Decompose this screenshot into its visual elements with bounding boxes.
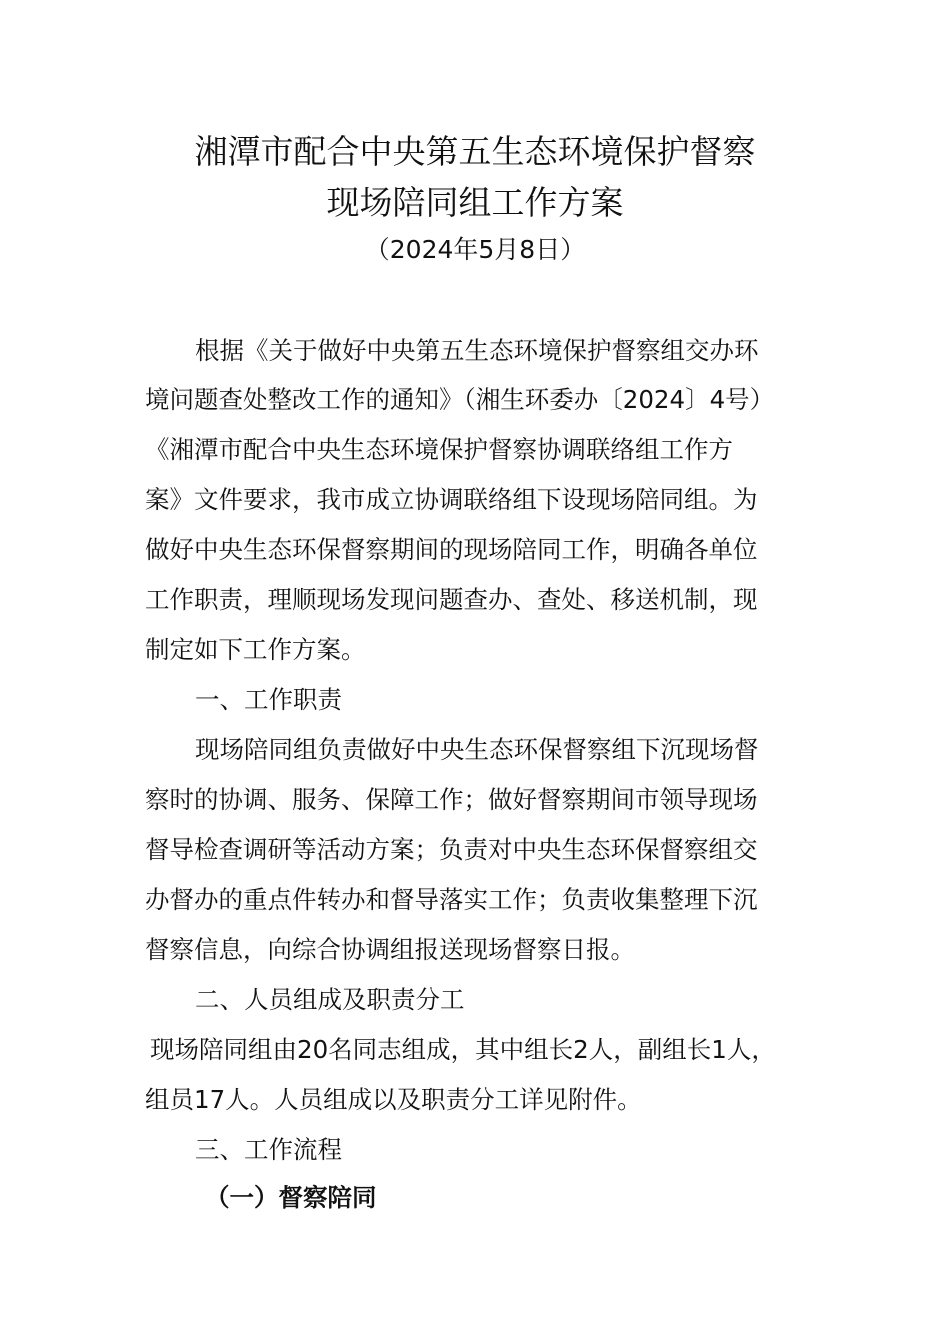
body-line: 组员17人。人员组成以及职责分工详见附件。	[145, 1085, 642, 1114]
subsection-heading-accompany: （一）督察陪同	[205, 1183, 377, 1212]
section-heading-duties: 一、工作职责	[195, 685, 342, 714]
body-line: 察时的协调、服务、保障工作；做好督察期间市领导现场	[145, 785, 758, 814]
body-line: 现场陪同组由20名同志组成，其中组长2人，副组长1人，	[150, 1035, 776, 1064]
body-line: 《湘潭市配合中央生态环境保护督察协调联络组工作方	[145, 435, 733, 464]
body-line: 督察信息，向综合协调组报送现场督察日报。	[145, 935, 635, 964]
body-line: 做好中央生态环保督察期间的现场陪同工作，明确各单位	[145, 535, 758, 564]
document-title-line-2: 现场陪同组工作方案	[326, 183, 624, 222]
body-line: 办督办的重点件转办和督导落实工作；负责收集整理下沉	[145, 885, 758, 914]
section-heading-staffing: 二、人员组成及职责分工	[195, 985, 465, 1014]
document-title-line-1: 湘潭市配合中央第五生态环境保护督察	[194, 132, 756, 171]
body-line: 案》文件要求，我市成立协调联络组下设现场陪同组。为	[145, 485, 758, 514]
body-line: 工作职责，理顺现场发现问题查办、查处、移送机制，现	[145, 585, 758, 614]
body-line: 境问题查处整改工作的通知》（湘生环委办〔2024〕4号）	[145, 385, 775, 414]
body-line: 根据《关于做好中央第五生态环境保护督察组交办环	[195, 336, 759, 365]
body-line: 制定如下工作方案。	[145, 635, 366, 664]
body-line: 督导检查调研等活动方案；负责对中央生态环保督察组交	[145, 835, 758, 864]
section-heading-workflow: 三、工作流程	[195, 1135, 342, 1164]
body-line: 现场陪同组负责做好中央生态环保督察组下沉现场督	[195, 735, 759, 764]
document-date: （2024年5月8日）	[364, 235, 586, 264]
